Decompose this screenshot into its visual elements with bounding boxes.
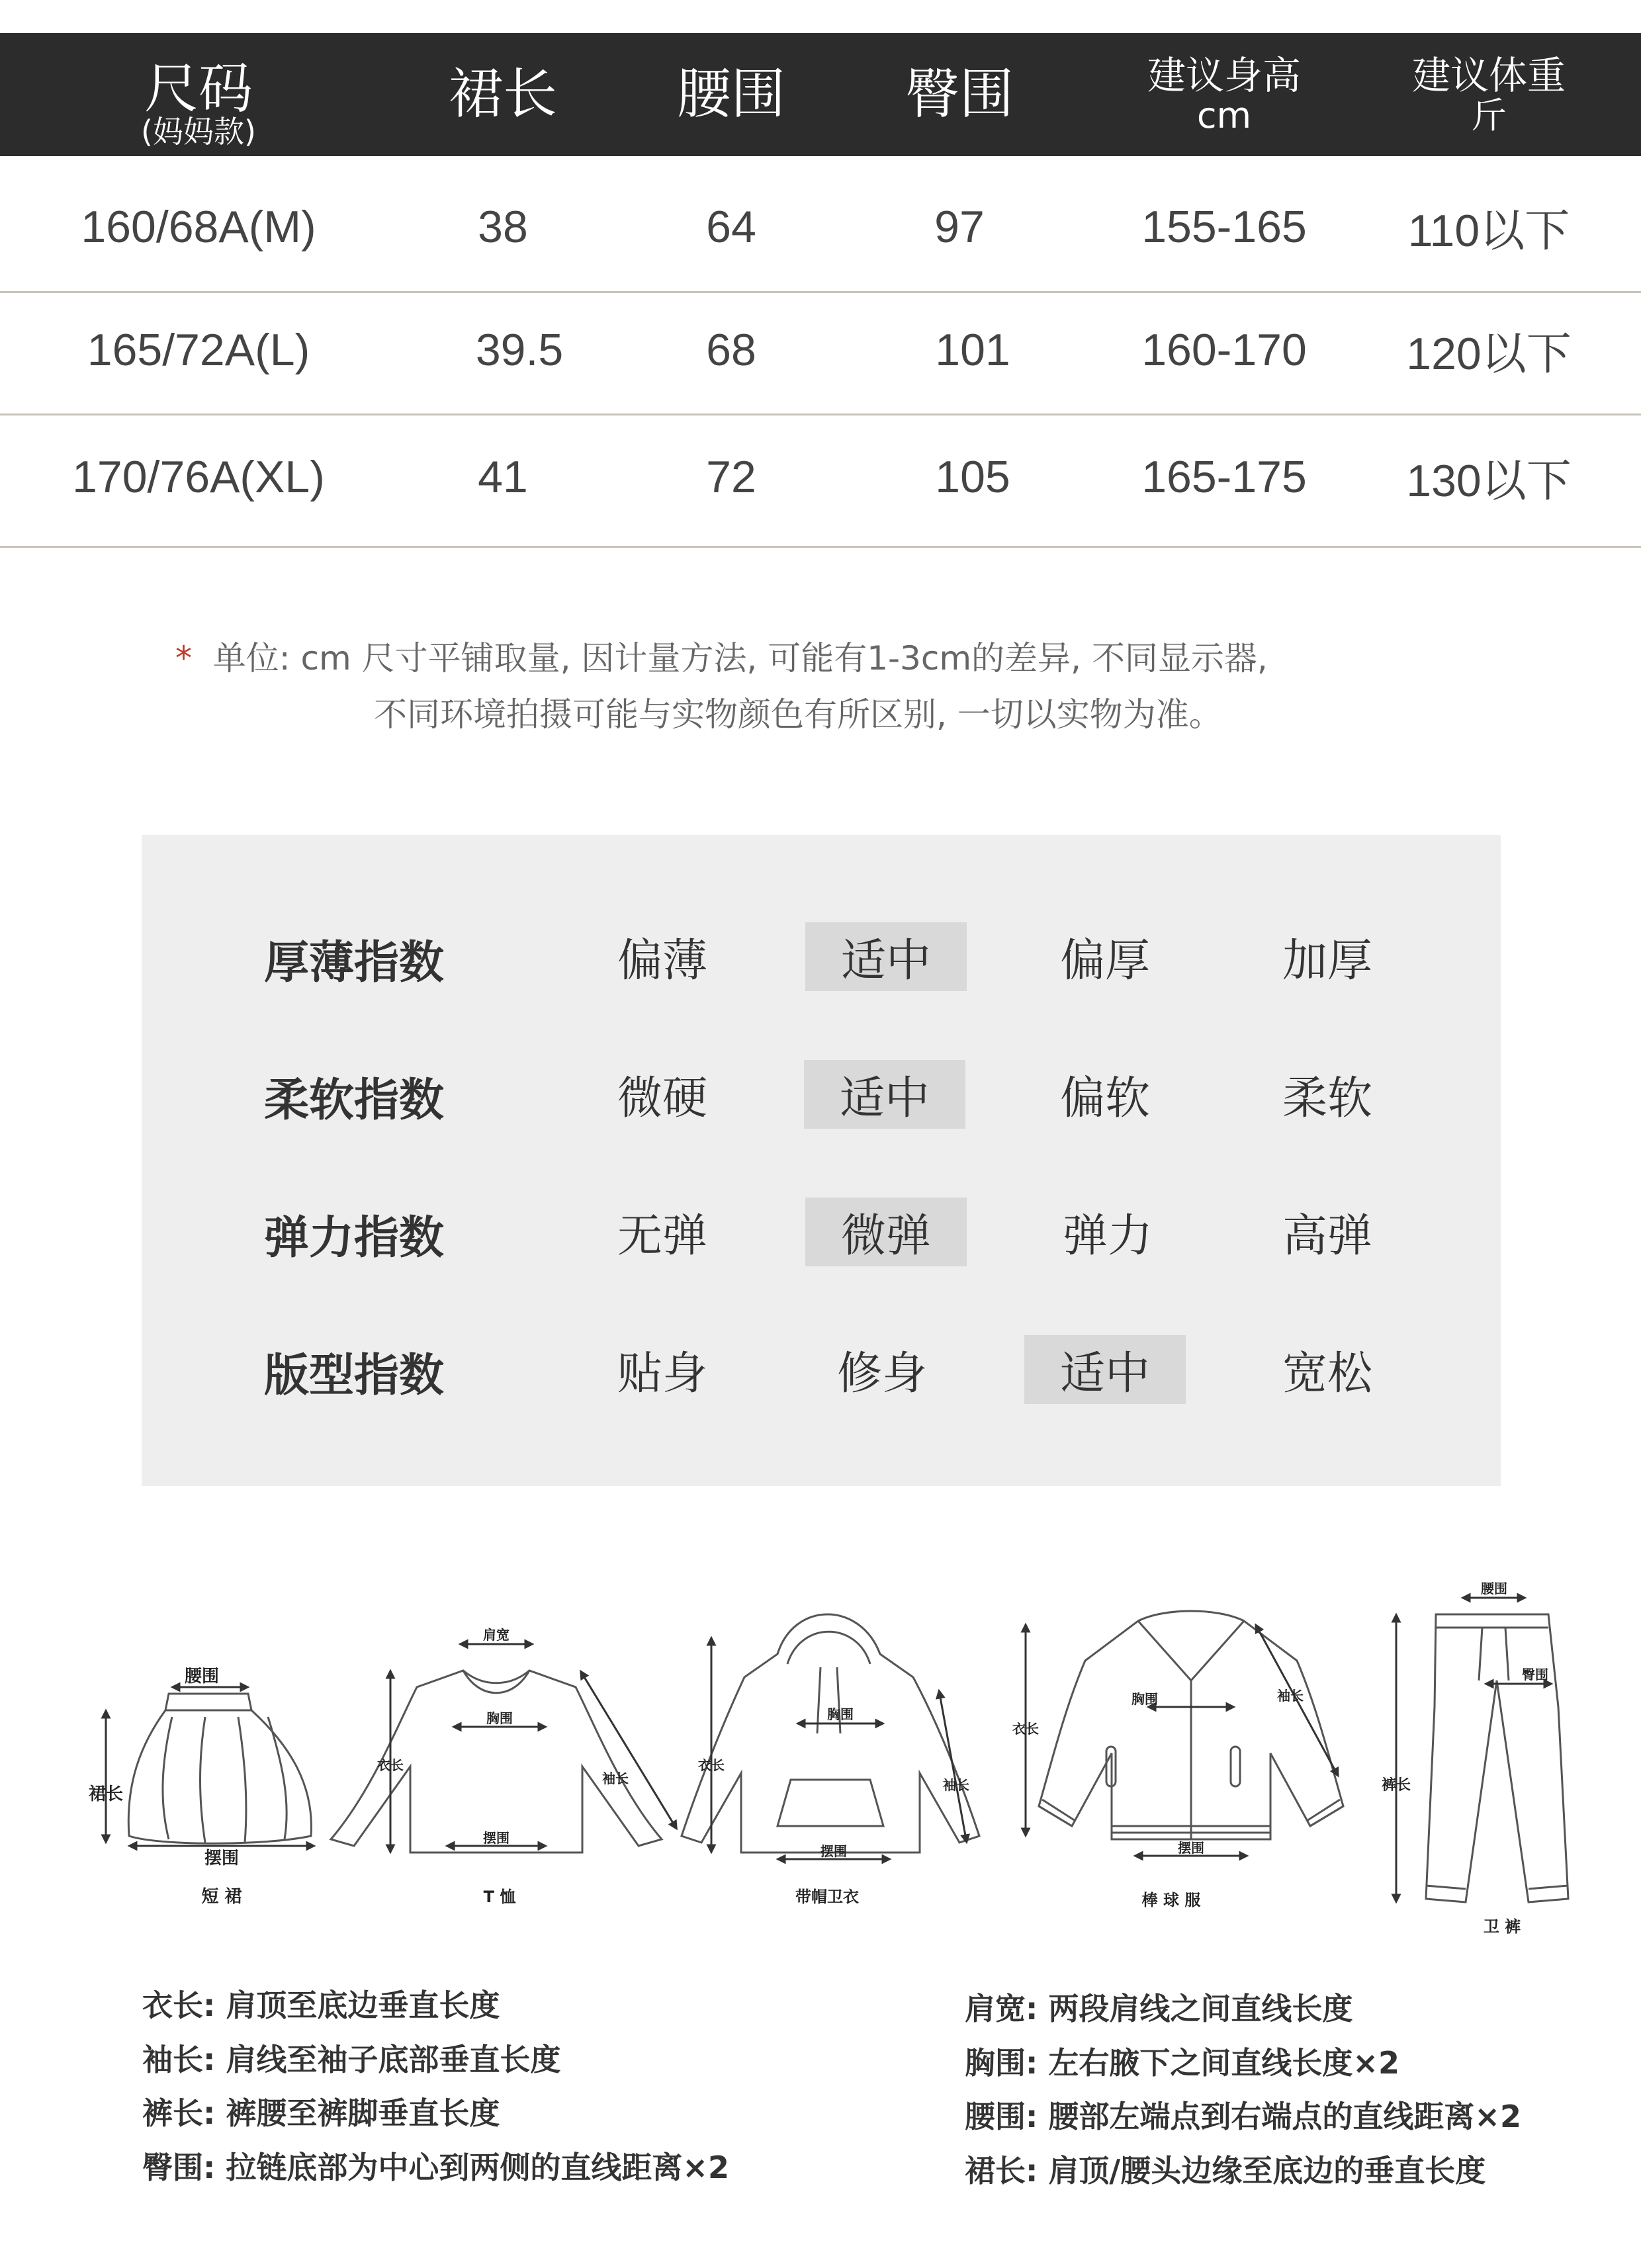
cell-height: 165-175 (1141, 452, 1307, 502)
index-option: 微硬 (617, 1072, 707, 1125)
header-size (93, 33, 304, 156)
skirt-hem-label: 摆围 (204, 1849, 240, 1868)
note-text-2: 不同环境拍摄可能与实物颜色有所区别, 一切以实物为准。 (374, 695, 1222, 734)
index-option: 偏厚 (1059, 934, 1150, 987)
skirt-caption: 短 裙 (201, 1887, 242, 1907)
definition-text: 腰部左端点到右端点的直线距离×2 (1048, 2099, 1521, 2134)
skirt-waist-label: 腰围 (184, 1667, 220, 1686)
index-label: 厚薄指数 (264, 936, 445, 989)
baseball-caption: 棒 球 服 (1141, 1891, 1201, 1909)
pants-illustration (1396, 1598, 1568, 1902)
baseball-jacket-illustration (1026, 1611, 1343, 1856)
index-option: 宽松 (1282, 1347, 1372, 1400)
definition-text: 肩顶/腰头边缘至底边的垂直长度 (1048, 2153, 1486, 2189)
definition-text: 两段肩线之间直线长度 (1048, 1991, 1353, 2027)
hoodie-caption: 带帽卫衣 (795, 1888, 859, 1906)
skirt-illustration (106, 1687, 311, 1846)
pants-waist-label: 腰围 (1481, 1581, 1507, 1596)
index-option-selected: 适中 (804, 1060, 965, 1129)
definition-text: 裤腰至裤脚垂直长度 (226, 2095, 500, 2131)
baseball-sleeve-label: 袖长 (1277, 1688, 1304, 1704)
skirt-length-label: 裙长 (88, 1784, 124, 1804)
definition-item (965, 2039, 1399, 2083)
index-row-thickness (142, 922, 1501, 995)
cell-weight: 120以下 (1406, 328, 1572, 379)
tshirt-hem-label: 摆围 (483, 1830, 510, 1846)
definition-text: 左右腋下之间直线长度×2 (1048, 2045, 1399, 2081)
pants-hip-label: 臀围 (1522, 1667, 1548, 1682)
definition-key: 胸围: (965, 2045, 1038, 2081)
header-height (1112, 33, 1337, 156)
definition-item (965, 2147, 1486, 2191)
index-label: 弹力指数 (264, 1211, 445, 1264)
index-option: 贴身 (617, 1347, 707, 1400)
baseball-length-label: 衣长 (1012, 1721, 1039, 1737)
index-option-selected: 适中 (805, 922, 967, 991)
note-line-1 (175, 632, 1268, 679)
index-option: 无弹 (617, 1209, 707, 1262)
garment-diagrams (0, 1575, 1641, 1958)
definition-key: 裤长: (142, 2095, 216, 2131)
pants-length-label: 裤长 (1381, 1777, 1411, 1794)
index-option: 偏薄 (617, 934, 707, 987)
index-option: 偏软 (1059, 1072, 1150, 1125)
cell-waist: 64 (706, 202, 756, 252)
definition-item (965, 1985, 1353, 2028)
table-row (0, 165, 1641, 288)
cell-hip: 105 (935, 452, 1010, 502)
header-hip-label: 臀围 (905, 63, 1014, 126)
definition-key: 腰围: (965, 2099, 1038, 2134)
header-skirt-length (410, 33, 596, 156)
index-row-elasticity (142, 1198, 1501, 1270)
index-option: 弹力 (1062, 1209, 1153, 1262)
header-size-sub: (妈妈款) (141, 114, 256, 150)
definition-item (142, 2089, 500, 2133)
tshirt-illustration (331, 1644, 675, 1853)
index-option: 柔软 (1282, 1072, 1372, 1125)
definition-key: 衣长: (142, 1987, 216, 2023)
pants-caption: 卫 裤 (1483, 1917, 1521, 1936)
definition-item (965, 2093, 1521, 2136)
baseball-chest-label: 胸围 (1131, 1691, 1158, 1707)
row-divider (0, 546, 1641, 548)
table-row (0, 288, 1641, 412)
tshirt-sleeve-label: 袖长 (602, 1770, 629, 1786)
cell-height: 155-165 (1141, 202, 1307, 252)
index-label: 柔软指数 (264, 1074, 445, 1127)
cell-size: 170/76A(XL) (72, 452, 325, 502)
definition-item (142, 2144, 729, 2187)
cell-size: 165/72A(L) (87, 325, 310, 375)
definition-key: 裙长: (965, 2153, 1038, 2189)
index-option-selected: 适中 (1024, 1335, 1186, 1404)
index-option: 加厚 (1282, 934, 1372, 987)
header-hip (867, 33, 1052, 156)
hoodie-illustration (682, 1614, 979, 1859)
note-star: * (175, 639, 192, 677)
index-option-selected: 微弹 (805, 1198, 967, 1266)
hoodie-chest-label: 胸围 (827, 1706, 854, 1722)
hoodie-hem-label: 摆围 (820, 1843, 847, 1859)
header-waist (639, 33, 824, 156)
note-text-1: 单位: cm 尺寸平铺取量, 因计量方法, 可能有1-3cm的差异, 不同显示器, (212, 639, 1268, 677)
index-option: 高弹 (1282, 1209, 1372, 1262)
index-option: 修身 (836, 1347, 927, 1400)
definition-key: 袖长: (142, 2042, 216, 2077)
cell-skirt-length: 41 (478, 452, 528, 502)
definition-key: 肩宽: (965, 1991, 1038, 2027)
definition-text: 肩顶至底边垂直长度 (226, 1987, 500, 2023)
header-skirt-length-label: 裙长 (448, 63, 557, 126)
cell-waist: 68 (706, 325, 756, 375)
table-row (0, 415, 1641, 539)
cell-skirt-length: 39.5 (475, 325, 564, 375)
tshirt-length-label: 衣长 (377, 1757, 404, 1773)
definition-item (142, 2036, 560, 2079)
header-waist-label: 腰围 (676, 63, 785, 126)
index-row-fit (142, 1335, 1501, 1408)
cell-weight: 130以下 (1406, 455, 1572, 506)
fabric-index-panel (142, 835, 1501, 1486)
hoodie-sleeve-label: 袖长 (943, 1777, 969, 1793)
hoodie-length-label: 衣长 (698, 1757, 725, 1773)
cell-waist: 72 (706, 452, 756, 502)
header-height-unit: cm (1196, 95, 1252, 137)
definition-text: 拉链底部为中心到两侧的直线距离×2 (226, 2150, 729, 2185)
cell-weight: 110以下 (1407, 205, 1570, 256)
tshirt-shoulder-label: 肩宽 (483, 1627, 510, 1643)
header-weight-label: 建议体重 (1411, 52, 1566, 98)
baseball-hem-label: 摆围 (1178, 1840, 1204, 1856)
cell-hip: 97 (934, 202, 985, 252)
cell-height: 160-170 (1141, 325, 1307, 375)
definition-text: 肩线至袖子底部垂直长度 (226, 2042, 561, 2077)
cell-skirt-length: 38 (478, 202, 528, 252)
definition-key: 臀围: (142, 2150, 216, 2185)
definition-item (142, 1982, 500, 2025)
header-size-label: 尺码 (144, 58, 253, 120)
tshirt-caption: T 恤 (483, 1888, 516, 1906)
index-row-softness (142, 1060, 1501, 1133)
index-label: 版型指数 (264, 1349, 445, 1402)
cell-hip: 101 (935, 325, 1010, 375)
header-weight-unit: 斤 (1471, 95, 1507, 137)
cell-size: 160/68A(M) (81, 202, 316, 252)
header-weight (1376, 33, 1601, 156)
header-height-label: 建议身高 (1147, 52, 1301, 98)
tshirt-chest-label: 胸围 (486, 1710, 513, 1726)
note-line-2 (374, 688, 1222, 736)
